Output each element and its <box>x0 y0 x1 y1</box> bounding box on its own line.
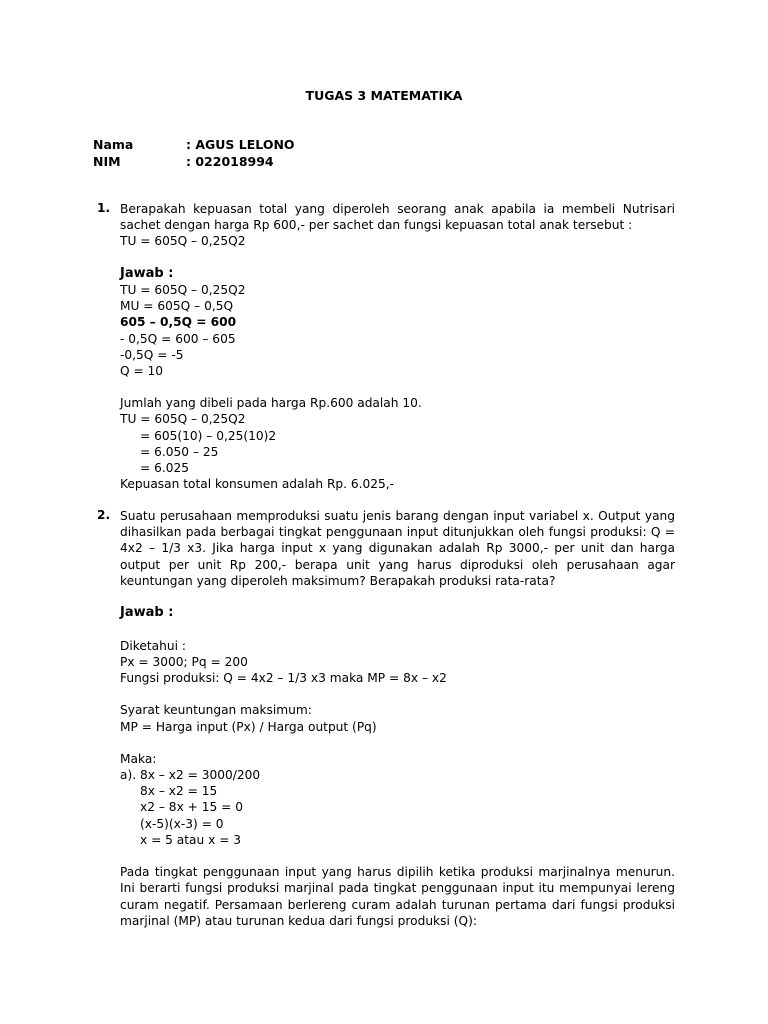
q2-solve-step: x2 – 8x + 15 = 0 <box>140 800 243 815</box>
q1-step: TU = 605Q – 0,25Q2 <box>120 282 246 297</box>
q1-tu-step: = 6.050 – 25 <box>140 444 219 459</box>
q2-diketahui-label: Diketahui : <box>120 638 186 653</box>
q1-step: MU = 605Q – 0,5Q <box>120 299 234 314</box>
q1-step: -0,5Q = -5 <box>120 347 184 362</box>
q2-syarat-label: Syarat keuntungan maksimum: <box>120 703 312 718</box>
q2-production-function: Fungsi produksi: Q = 4x2 – 1/3 x3 maka MP = 8x – x2 <box>120 670 447 685</box>
name-row <box>93 136 295 153</box>
q1-step: Q = 10 <box>120 363 164 378</box>
q2-maka-label: Maka: <box>120 751 157 766</box>
q2-solve-first: a). 8x – x2 = 3000/200 <box>120 768 261 783</box>
nim-label: NIM <box>93 154 121 169</box>
q1-step: - 0,5Q = 600 – 605 <box>120 331 236 346</box>
q1-block <box>120 201 675 492</box>
nim-value: : 022018994 <box>186 154 274 169</box>
q2-solve-step: 8x – x2 = 15 <box>140 784 218 799</box>
q1-jawab-heading: Jawab : <box>120 265 174 281</box>
q1-function: TU = 605Q – 0,25Q2 <box>120 234 246 249</box>
q1-step: 605 – 0,5Q = 600 <box>120 315 237 330</box>
q1-tu-step: = 6.025 <box>140 461 189 476</box>
q1-tu-step: TU = 605Q – 0,25Q2 <box>120 412 246 427</box>
document-title: TUGAS 3 MATEMATIKA <box>305 88 463 103</box>
q2-number: 2. <box>97 508 111 522</box>
q2-jawab-heading: Jawab : <box>120 605 174 621</box>
q2-solve-step: x = 5 atau x = 3 <box>140 832 242 847</box>
q1-question: Berapakah kepuasan total yang diperoleh seorang anak apabila ia membeli Nutrisari sachet dengan harga Rp 600,- per sachet dan fungsi kepuasan total anak tersebut : <box>120 202 675 233</box>
q2-question: Suatu perusahaan memproduksi suatu jenis barang dengan input variabel x. Output yang dihasilkan pada berbagai tingkat penggunaan input ditunjukkan oleh fungsi produksi: Q = 4x2 – 1/3 x3. Jika harga input x yang digunakan adalah Rp 3000,- per unit dan harga output per unit Rp 200,- berapa unit yang harus diproduksi oleh perusahaan agar keuntungan yang diperoleh maksimum? Berapakah produksi rata-rata? <box>120 509 675 588</box>
q2-block <box>120 508 675 929</box>
q2-known-prices: Px = 3000; Pq = 200 <box>120 654 248 669</box>
q2-solve-step: (x-5)(x-3) = 0 <box>140 816 224 831</box>
q1-tu-step: = 605(10) – 0,25(10)2 <box>140 428 277 443</box>
nim-row <box>93 153 274 170</box>
q1-result-text: Jumlah yang dibeli pada harga Rp.600 adalah 10. <box>120 396 422 411</box>
q2-syarat: MP = Harga input (Px) / Harga output (Pq) <box>120 719 377 734</box>
name-label: Nama <box>93 137 134 152</box>
q2-paragraph: Pada tingkat penggunaan input yang harus dipilih ketika produksi marjinalnya menurun. Ini berarti fungsi produksi marjinal pada tingkat penggunaan input itu mempunyai lereng curam negatif. Persamaan berlereng curam adalah turunan pertama dari fungsi produksi marjinal (MP) atau turunan kedua dari fungsi produksi (Q): <box>120 865 675 928</box>
q1-number: 1. <box>97 201 111 215</box>
name-value: : AGUS LELONO <box>186 137 295 152</box>
q1-conclusion: Kepuasan total konsumen adalah Rp. 6.025,- <box>120 477 395 492</box>
